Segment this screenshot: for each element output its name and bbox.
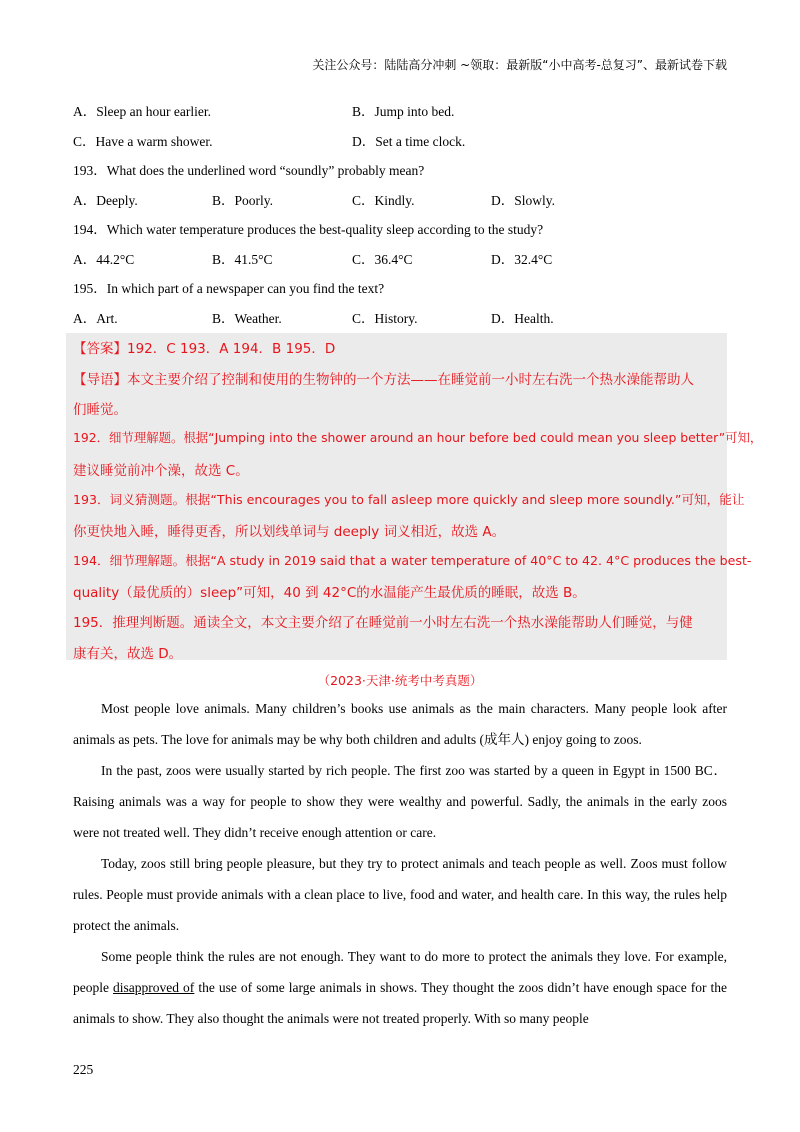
q192-option-b: B．Jump into bed. bbox=[352, 104, 455, 119]
explanation-195-line-1: 195．推理判断题。通读全文，本文主要介绍了在睡觉前一小时左右洗一个热水澡能帮助人们睡觉，与健 bbox=[73, 615, 693, 631]
q194-option-b: B．41.5°C bbox=[212, 252, 273, 267]
q195-option-b: B．Weather. bbox=[212, 311, 282, 326]
q195-question: 195．In which part of a newspaper can you find the text? bbox=[73, 281, 385, 296]
passage-paragraph-2: In the past, zoos were usually started by rich people. The first zoo was started by a queen in Egypt in 1500 BC． Raising animals was a way for people to show they were wealthy and powerful. Sadly, the animals in the early zoos were not treated well. They didn’t receive enough attention or care. bbox=[73, 763, 727, 840]
answer-key: 【答案】192．C 193．A 194．B 195．D bbox=[73, 341, 336, 357]
guide-line-2: 们睡觉。 bbox=[73, 402, 127, 418]
explanation-195-line-2: 康有关，故选 D。 bbox=[73, 646, 183, 662]
q194-option-a: A．44.2°C bbox=[73, 252, 135, 267]
q194-question: 194．Which water temperature produces the best-quality sleep according to the study? bbox=[73, 222, 544, 237]
q195-option-a: A．Art. bbox=[73, 311, 118, 326]
passage-paragraph-3: Today, zoos still bring people pleasure, but they try to protect animals and teach people as well. Zoos must follow rules. People must provide animals with a clean place to live, food and water, and health care. In this way, the rules help protect the animals. bbox=[73, 856, 727, 933]
explanation-194-line-1: 194．细节理解题。根据“A study in 2019 said that a water temperature of 40°C to 42. 4°C produces the best- bbox=[73, 553, 752, 568]
passage-paragraph-1: Most people love animals. Many children’s books use animals as the main characters. Many people look after animals as pets. The love for animals may be why both children and adults (成年人) enjoy going to zoos. bbox=[73, 701, 727, 747]
q193-option-b: B．Poorly. bbox=[212, 193, 274, 208]
underlined-phrase: disapproved of bbox=[113, 980, 195, 995]
passage-source: （2023·天津·统考中考真题） bbox=[317, 673, 483, 688]
explanation-193-line-2: 你更快地入睡，睡得更香，所以划线单词与 deeply 词义相近，故选 A。 bbox=[73, 524, 506, 540]
q193-option-c: C．Kindly. bbox=[352, 193, 415, 208]
explanation-192-line-2: 建议睡觉前冲个澡，故选 C。 bbox=[73, 463, 249, 479]
q195-option-c: C．History. bbox=[352, 311, 418, 326]
explanation-194-line-2: quality（最优质的）sleep”可知，40 到 42°C的水温能产生最优质的睡眠，故选 B。 bbox=[73, 585, 586, 601]
q192-option-d: D．Set a time clock. bbox=[352, 134, 466, 149]
explanation-192-line-1: 192．细节理解题。根据“Jumping into the shower around an hour before bed could mean you sleep better”可知， bbox=[73, 430, 763, 445]
q194-option-d: D．32.4°C bbox=[491, 252, 553, 267]
q192-option-a: A．Sleep an hour earlier. bbox=[73, 104, 211, 119]
q193-option-d: D．Slowly. bbox=[491, 193, 556, 208]
q193-question: 193．What does the underlined word “soundly” probably mean? bbox=[73, 163, 425, 178]
guide-line-1: 【导语】本文主要介绍了控制和使用的生物钟的一个方法——在睡觉前一小时左右洗一个热水澡能帮助人 bbox=[73, 372, 694, 388]
page-number: 225 bbox=[73, 1062, 94, 1077]
q195-option-d: D．Health. bbox=[491, 311, 554, 326]
q194-option-c: C．36.4°C bbox=[352, 252, 413, 267]
q193-option-a: A．Deeply. bbox=[73, 193, 138, 208]
passage-paragraph-4: Some people think the rules are not enough. They want to do more to protect the animals they love. For example, people disapproved of the use of some large animals in shows. They thought the zoos didn’t have enough space for the animals to show. They also thought the animals were not treated properly. With so many people bbox=[73, 949, 728, 1026]
q192-option-c: C．Have a warm shower. bbox=[73, 134, 213, 149]
page-header: 关注公众号：陆陆高分冲刺 ~领取：最新版“小中高考-总复习”、最新试卷下载 bbox=[312, 58, 727, 72]
explanation-193-line-1: 193．词义猜测题。根据“This encourages you to fall asleep more quickly and sleep more soundly.”可知，能让 bbox=[73, 492, 745, 507]
